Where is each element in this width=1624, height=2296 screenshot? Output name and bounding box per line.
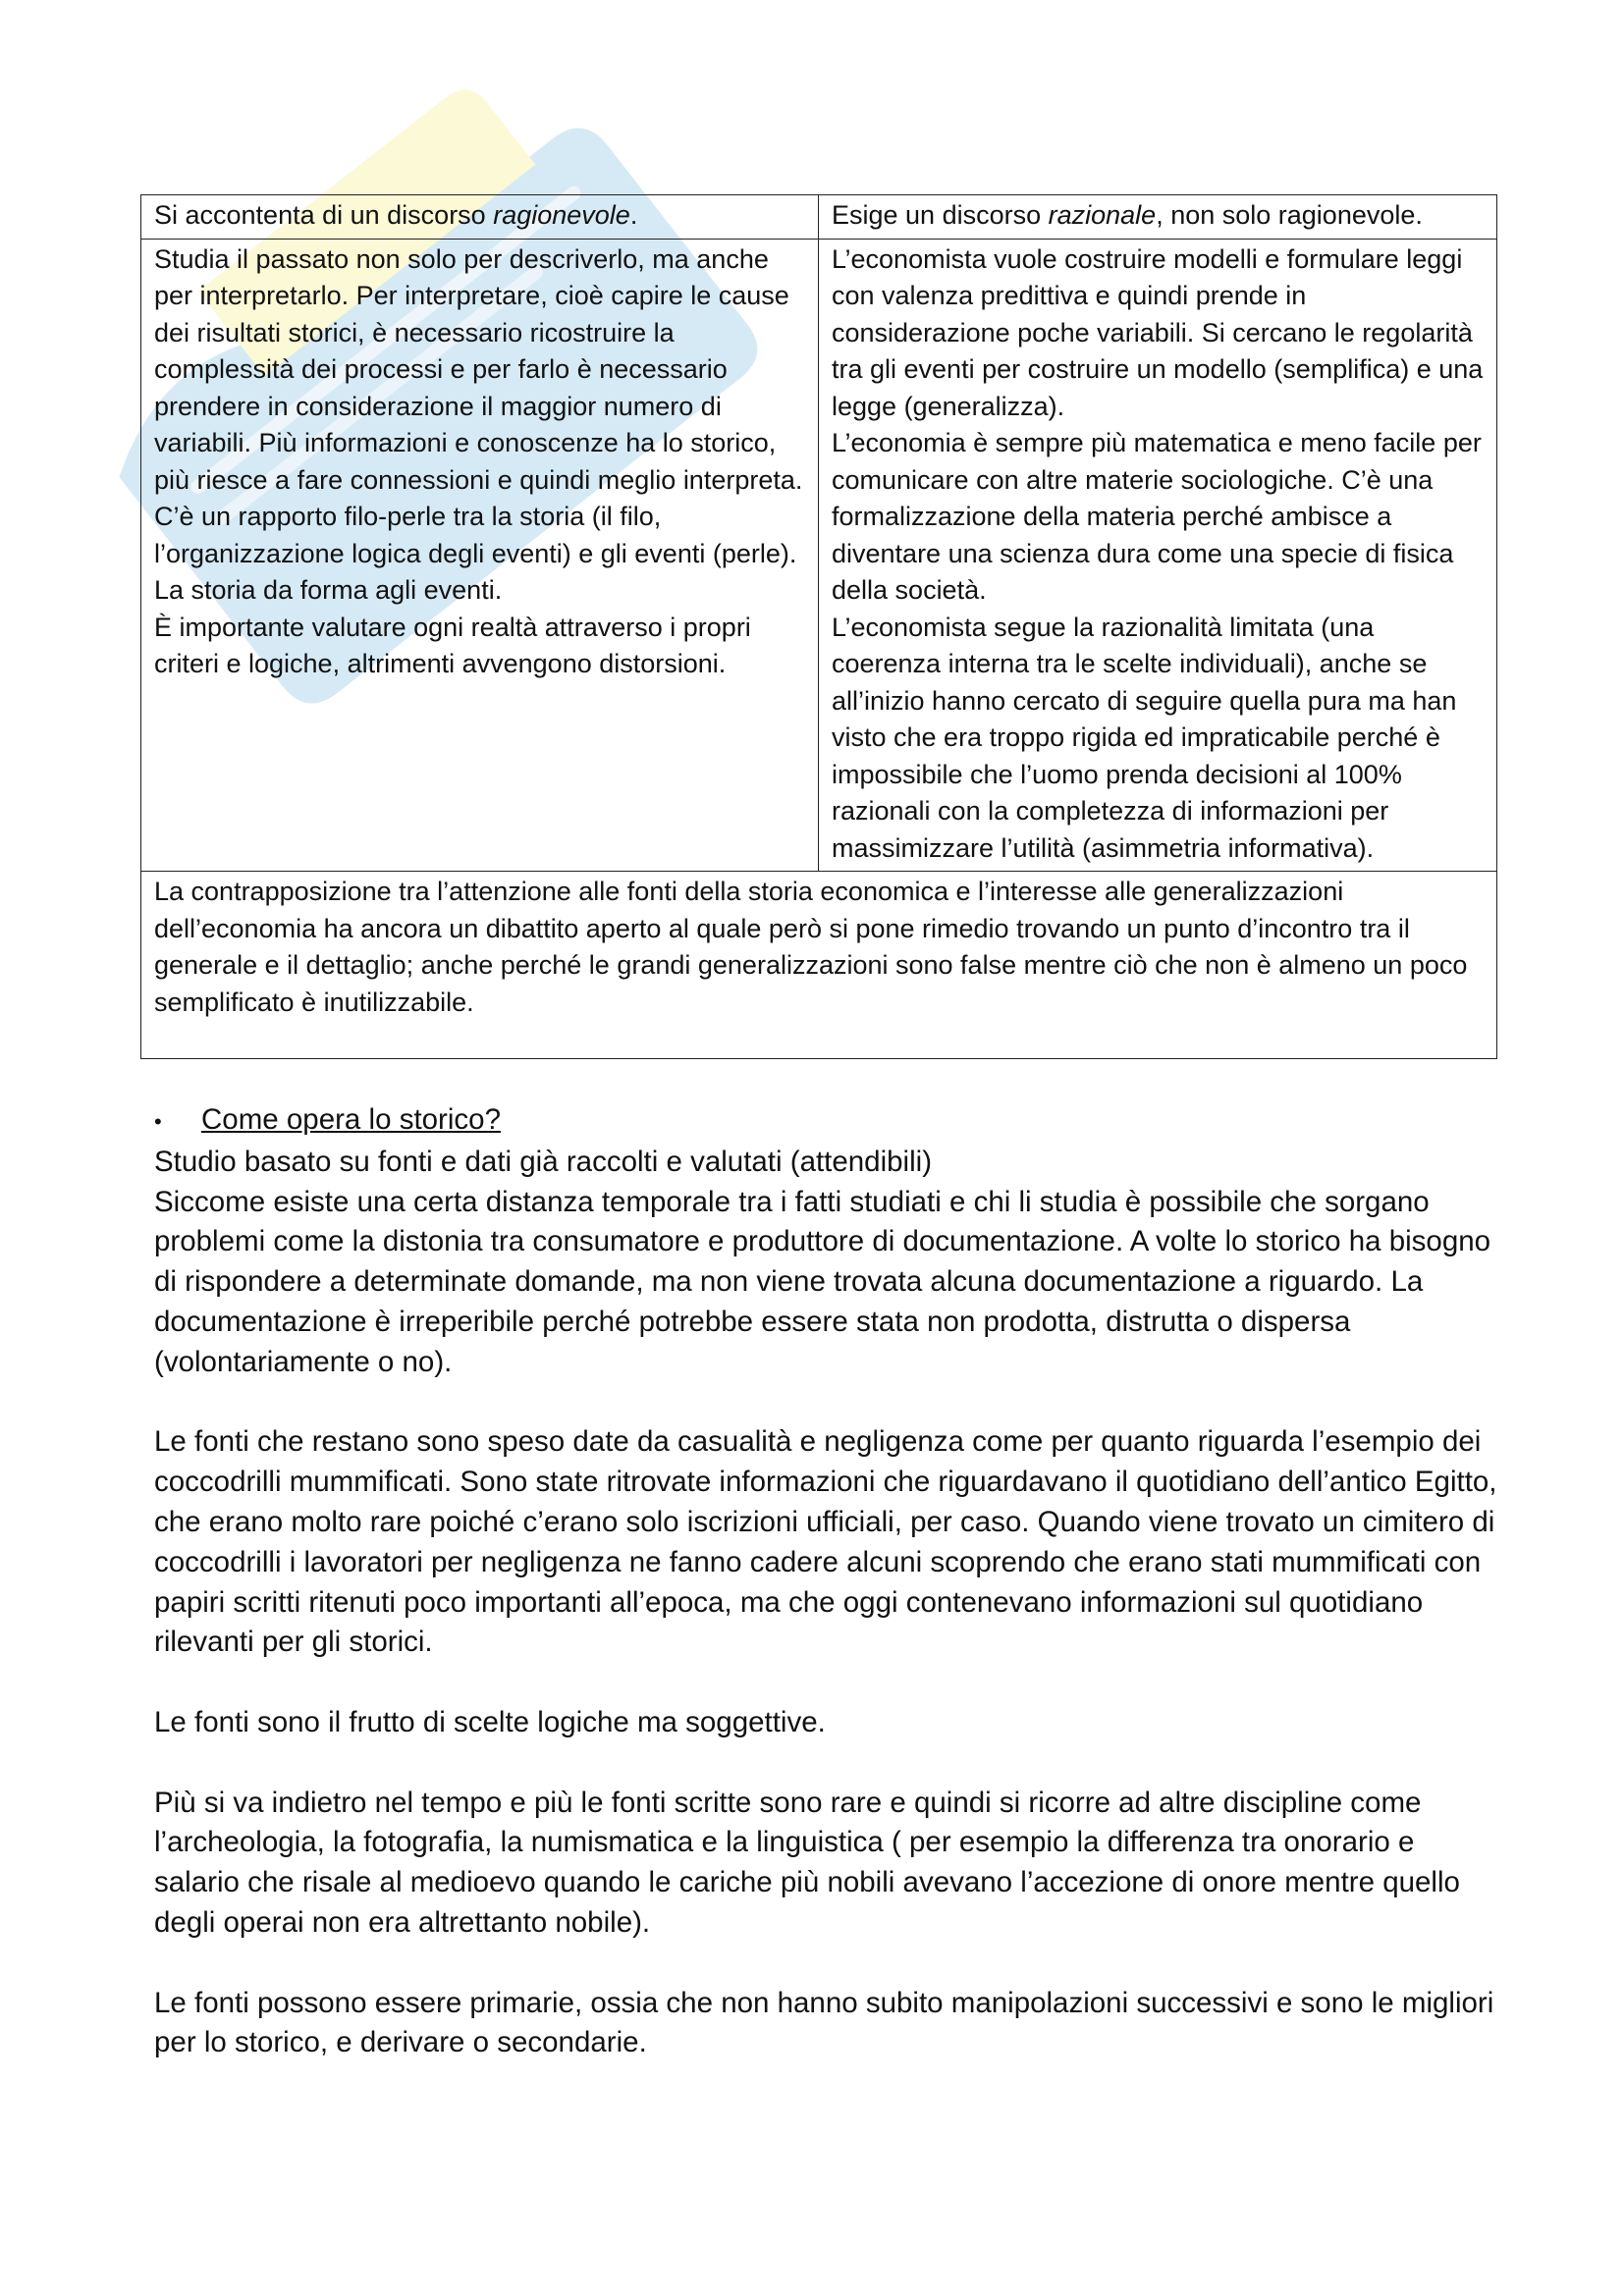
table-row [141, 195, 1497, 240]
cell-paragraph: L’economia è sempre più matematica e meno facile per comunicare con altre materie sociologiche. C’è una formalizzazione della materia perché ambisce a diventare una scienza dura come una specie di fisica della società. [832, 428, 1482, 605]
paragraph: Le fonti sono il frutto di scelte logiche ma soggettive. [154, 1705, 826, 1738]
cell-text-italic: razionale [1048, 200, 1157, 230]
paragraph-spacer [154, 1663, 1497, 1703]
cell-text: Esige un discorso [832, 200, 1049, 230]
table-cell-economy-header [819, 195, 1497, 240]
paragraph-spacer [154, 1743, 1497, 1784]
paragraph-spacer [154, 1944, 1497, 1984]
table-cell-summary [141, 872, 1497, 1059]
historian-section [140, 1100, 1497, 2063]
comparison-table [140, 194, 1497, 1059]
bullet-icon: • [154, 1109, 162, 1134]
paragraph: Siccome esiste una certa distanza temporale tra i fatti studiati e chi li studia è possibile che sorgano problemi come la distonia tra consumatore e produttore di documentazione. A volte lo storico ha bisogno di rispondere a determinate domande, ma non viene trovata alcuna documentazione a riguardo. La documentazione è irreperibile perché potrebbe essere stata non prodotta, distrutta o dispersa (volontariamente o no). [154, 1185, 1491, 1378]
cell-paragraph: Studia il passato non solo per descriverlo, ma anche per interpretarlo. Per interpretare, cioè capire le cause dei risultati storici, è necessario ricostruire la complessità dei processi e per farlo è necessario prendere in considerazione il maggior numero di variabili. Più informazioni e conoscenze ha lo storico, più riesce a fare connessioni e quindi meglio interpreta. [154, 243, 803, 495]
document-page [140, 194, 1497, 2063]
cell-text-italic: ragionevole [493, 200, 630, 230]
paragraph: Le fonti possono essere primarie, ossia che non hanno subito manipolazioni successivi e sono le migliori per lo storico, e derivare o secondarie. [154, 1986, 1494, 2059]
cell-text: , non solo ragionevole. [1156, 200, 1423, 230]
section-heading: Come opera lo storico? [201, 1103, 501, 1136]
table-row [141, 239, 1497, 872]
cell-text: . [629, 200, 638, 230]
table-row [141, 872, 1497, 1059]
cell-paragraph: L’economista segue la razionalità limitata (una coerenza interna tra le scelte individuali), anche se all’inizio hanno cercato di seguire quella pura ma han visto che era troppo rigida ed impraticabile perché è impossibile che l’uomo prenda decisioni al 100% razionali con la completezza di informazioni per massimizzare l’utilità (asimmetria informativa). [832, 612, 1457, 863]
bullet-heading [154, 1100, 1497, 1143]
paragraph: Le fonti che restano sono speso date da casualità e negligenza come per quanto riguarda l’esempio dei coccodrilli mummificati. Sono state ritrovate informazioni che riguardavano il quotidiano dell’antico Egitto, che erano molto rare poiché c’erano solo iscrizioni ufficiali, per caso. Quando viene trovato un cimitero di coccodrilli i lavoratori per negligenza ne fanno cadere alcuni scoprendo che erano stati mummificati con papiri scritti ritenuti poco importanti all’epoca, ma che oggi contenevano informazioni sul quotidiano rilevanti per gli storici. [154, 1425, 1497, 1659]
table-cell-economy-body [819, 239, 1497, 872]
cell-text: Si accontenta di un discorso [154, 200, 494, 230]
cell-paragraph: C’è un rapporto filo-perle tra la storia (il filo, l’organizzazione logica degli eventi) e gli eventi (perle). La storia da forma agli eventi. [154, 502, 797, 605]
paragraph-spacer [154, 1383, 1497, 1423]
cell-paragraph: È importante valutare ogni realtà attraverso i propri criteri e logiche, altrimenti avvengono distorsioni. [154, 612, 751, 678]
paragraph: Più si va indietro nel tempo e più le fonti scritte sono rare e quindi si ricorre ad altre discipline come l’archeologia, la fotografia, la numismatica e la linguistica ( per esempio la differenza tra onorario e salario che risale al medioevo quando le cariche più nobili avevano l’accezione di onore mentre quello degli operai non era altrettanto nobile). [154, 1786, 1460, 1939]
cell-paragraph: La contrapposizione tra l’attenzione alle fonti della storia economica e l’interesse alle generalizzazioni dell’economia ha ancora un dibattito aperto al quale però si pone rimedio trovando un punto d’incontro tra il generale e il dettaglio; anche perché le grandi generalizzazioni sono false mentre ciò che non è almeno un poco semplificato è inutilizzabile. [154, 877, 1468, 1017]
table-cell-history-header [141, 195, 819, 240]
paragraph: Studio basato su fonti e dati già raccolti e valutati (attendibili) [154, 1145, 933, 1178]
cell-paragraph: L’economista vuole costruire modelli e formulare leggi con valenza predittiva e quindi prende in considerazione poche variabili. Si cercano le regolarità tra gli eventi per costruire un modello (semplifica) e una legge (generalizza). [832, 243, 1484, 421]
table-cell-history-body [141, 239, 819, 872]
